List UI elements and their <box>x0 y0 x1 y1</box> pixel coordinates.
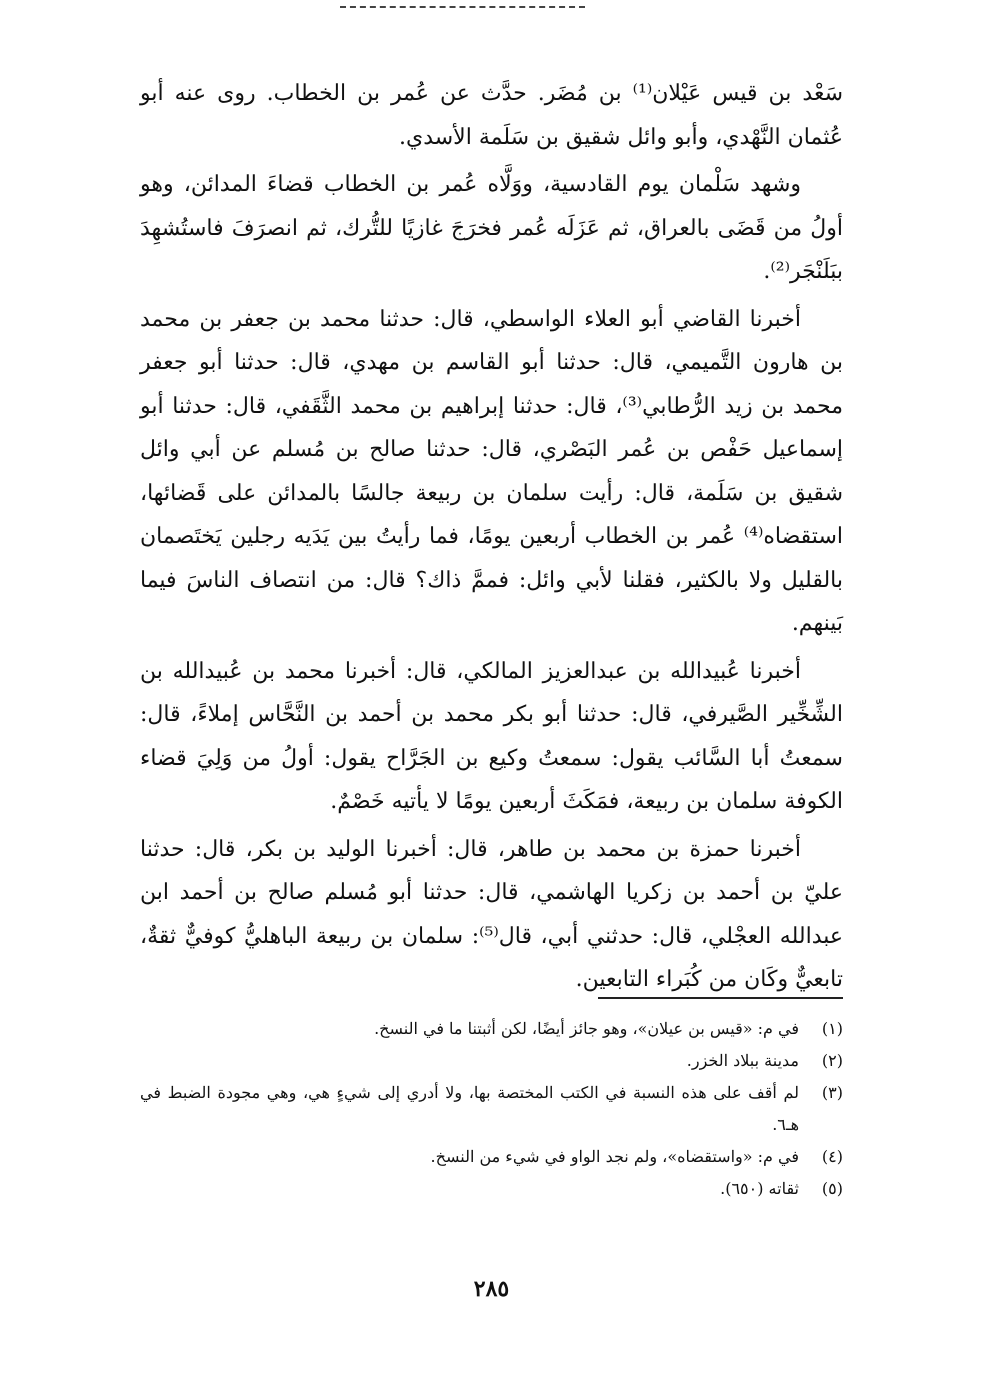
footnote-2 <box>140 1045 843 1077</box>
paragraph-5: أخبرنا حمزة بن محمد بن طاهر، قال: أخبرنا الوليد بن بكر، قال: حدثنا عليّ بن أحمد بن زكريا الهاشمي، قال: حدثنا أبو مُسلم صالح بن أحمد ابن عبدالله العجْلي، قال: حدثني أبي، قال⁽⁵⁾: سلمان بن ربيعة الباهليُّ كوفيٌّ ثقةٌ، تابعيٌّ وكَان من كُبَراء التابعين. <box>140 836 844 992</box>
page-number: ٢٨٥ <box>473 1276 510 1302</box>
top-decorative-rule <box>340 6 585 8</box>
footnote-separator <box>598 997 843 999</box>
footnote-number: (٣) <box>821 1083 843 1102</box>
footnote-3 <box>140 1077 843 1141</box>
paragraph-3: أخبرنا القاضي أبو العلاء الواسطي، قال: حدثنا محمد بن جعفر بن محمد بن هارون التَّميمي، قال: حدثنا أبو القاسم بن مهدي، قال: حدثنا أبو جعفر محمد بن زيد الرُّطابي⁽³⁾، قال: حدثنا إبراهيم بن محمد الثَّقَفي، قال: حدثنا أبو إسماعيل حَفْص بن عُمر البَصْري، قال: حدثنا صالح بن مُسلم عن أبي وائل شقيق بن سَلَمة، قال: رأيت سلمان بن ربيعة جالسًا بالمدائن على قَضائها، استقضاه⁽⁴⁾ عُمر بن الخطاب أربعين يومًا، فما رأيتُ بين يَدَيه رجلين يَختَصمان بالقليل ولا بالكثير، فقلنا لأبي وائل: فممَّ ذاك؟ قال: من انتصاف الناسَ فيما بَينهم. <box>140 306 843 636</box>
footnote-text: لم أقف على هذه النسبة في الكتب المختصة بها، ولا أدري إلى شيءٍ هي، وهي مجودة الضبط في هـ٦. <box>140 1083 799 1134</box>
footnote-number: (٥) <box>821 1179 843 1198</box>
footnote-4 <box>140 1141 843 1173</box>
footnote-number: (٤) <box>821 1147 843 1166</box>
footnote-text: ثقاته (٦٥٠). <box>720 1179 799 1198</box>
footnote-number: (٢) <box>821 1051 843 1070</box>
footnote-text: مدينة ببلاد الخزر. <box>686 1051 799 1070</box>
paragraph-1: سَعْد بن قيس عَيْلان⁽¹⁾ بن مُضَر. حدَّث عن عُمر بن الخطاب. روى عنه أبو عُثمان النَّهْدي، وأبو وائل شقيق بن سَلَمة الأسدي. <box>140 81 843 150</box>
paragraph-4: أخبرنا عُبيدالله بن عبدالعزيز المالكي، قال: أخبرنا محمد بن عُبيدالله بن الشِّخِّير الصَّيرفي، قال: حدثنا أبو بكر محمد بن أحمد بن النَّحَّاس إملاءً، قال: سمعتُ أبا السَّائب يقول: سمعتُ وكيع بن الجَرَّاح يقول: أولُ من وَلِيَ قضاء الكوفة سلمان بن ربيعة، فمَكَثَ أربعين يومًا لا يأتيه خَصْمٌ. <box>140 658 843 814</box>
footnote-1 <box>140 1013 843 1045</box>
footnote-5 <box>140 1173 843 1205</box>
footnote-number: (١) <box>821 1019 843 1038</box>
paragraph-2: وشهد سَلْمان يوم القادسية، ووَلَّاه عُمر بن الخطاب قضاءَ المدائن، وهو أولُ من قَضَى بالعراق، ثم عَزَلَه عُمر فخرَجَ غازيًا للتُّرك، ثم انصرَفَ فاستُشهِدَ ببَلَنْجَر⁽²⁾. <box>140 172 843 284</box>
main-text <box>140 72 843 1006</box>
footnotes <box>140 1013 843 1205</box>
footnote-text: في م: «واستقضاه»، ولم نجد الواو في شيء من النسخ. <box>430 1147 799 1166</box>
footnote-text: في م: «قيس بن عيلان»، وهو جائز أيضًا، لكن أثبتنا ما في النسخ. <box>374 1019 799 1038</box>
